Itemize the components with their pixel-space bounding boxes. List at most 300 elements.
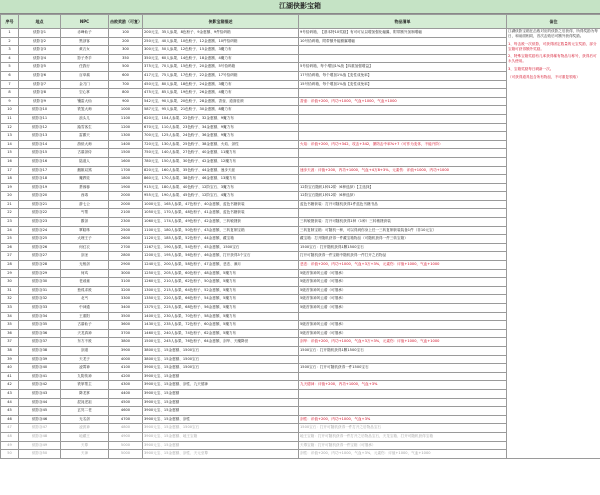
cell-description: 1100元宝、180人参果、50色粉子、43金惠额、三转复制宝箱 [143, 226, 299, 235]
cell-description: 1167元宝、190人参果、54色粉子、45金惠额、1500宝石 [143, 243, 299, 252]
cell-npc: 无相剑 [61, 261, 109, 270]
cell-place: 侠影谷16 [19, 157, 61, 166]
cell-reward: 1300 [109, 132, 143, 141]
cell-index: 46 [1, 415, 19, 424]
header-place: 地点 [19, 15, 61, 29]
cell-description: 820元宝、160人参果、35色粉子、44金惠额、速步天涯 [143, 166, 299, 175]
cell-npc: 雌雄双煞 [61, 166, 109, 175]
cell-index: 29 [1, 269, 19, 278]
cell-place: 侠影谷45 [19, 407, 61, 416]
cell-index: 16 [1, 157, 19, 166]
cell-reward: 350 [109, 54, 143, 63]
note-line: 江湖侠影宝箱在击败对应的侠影之后获得，所得奖励为每日，和前面相同，首次击败后可额外获得奖励。 [508, 29, 598, 38]
cell-items: 17号拾码箱，每个增加1%战【变性成免率】 [299, 71, 507, 80]
cell-items: 三转敏捷套装：打开可随机获得1种（1种）三转敏捷套装 [299, 218, 507, 227]
cell-index: 12 [1, 123, 19, 132]
cell-index: 2 [1, 37, 19, 46]
cell-items: 5级首饰神风云谱（可继承） [299, 329, 507, 338]
cell-description: 3900元宝、15金惠额 [143, 398, 299, 407]
cell-items: 藏宝箱：打开随机获得一件藏宝箱物品（可随机获得一件三转宝箱） [299, 235, 507, 244]
cell-npc: 空心掌 [61, 89, 109, 98]
cell-place: 侠影谷38 [19, 346, 61, 355]
cell-place: 侠影谷48 [19, 432, 61, 441]
cell-reward: 3600 [109, 321, 143, 330]
cell-description: 417元宝、75人参果、17色粉子、22金惠额、17号拾码箱 [143, 71, 299, 80]
cell-place: 侠影谷46 [19, 415, 61, 424]
cell-npc: 游侠大师 [61, 140, 109, 149]
cell-description: 250元宝、40人参果、10色粉子、12金惠额、10件拾码箱 [143, 37, 299, 46]
cell-reward: 4300 [109, 381, 143, 390]
cell-place: 侠影谷47 [19, 424, 61, 433]
cell-items: 12阶宝石随机1种12阶（6种选择）【主选择】 [299, 183, 507, 192]
cell-npc: 古墓仙子 [61, 321, 109, 330]
cell-index: 26 [1, 243, 19, 252]
cell-index: 14 [1, 140, 19, 149]
cell-description: 3900元宝、15金惠额、剑性、九天德神 [143, 381, 299, 390]
cell-reward: 300 [109, 46, 143, 55]
cell-npc: 地藏王 [61, 432, 109, 441]
cell-place: 侠影谷12 [19, 123, 61, 132]
cell-npc: 北丐 [61, 295, 109, 304]
cell-npc: 玄冥二老 [61, 407, 109, 416]
cell-description: 3900元宝、15金惠额、1500宝石 [143, 424, 299, 433]
cell-items: 10号拾码箱，附带额外能额翼增幅 [299, 37, 507, 46]
cell-npc: 陆道人 [61, 157, 109, 166]
header-index: 序号 [1, 15, 19, 29]
cell-npc: 踏雪客生 [61, 123, 109, 132]
cell-items [299, 114, 507, 123]
cell-index: 48 [1, 432, 19, 441]
cell-items [299, 54, 507, 63]
cell-items [299, 389, 507, 398]
cell-items [299, 398, 507, 407]
cell-index: 17 [1, 166, 19, 175]
cell-place: 侠影谷29 [19, 269, 61, 278]
cell-description: 3900元宝、15金惠额 [143, 407, 299, 416]
cell-npc: 游七公 [61, 200, 109, 209]
header-npc: NPC [61, 15, 109, 29]
cell-items: 三转复制宝箱：可随机一种，可以得到你身上任一三转复制套装装备1件（非10元宝） [299, 226, 507, 235]
cell-items [299, 106, 507, 115]
cell-index: 41 [1, 372, 19, 381]
cell-place: 侠影谷7 [19, 80, 61, 89]
cell-description: 3900元宝、15金惠额、1500宝石 [143, 364, 299, 373]
cell-items: 1500宝石：打开随机获得1颗1500宝石 [299, 243, 507, 252]
cell-description: 475元宝、85人参果、19色粉子、26金惠额、4魔力布 [143, 89, 299, 98]
cell-place: 侠影谷8 [19, 89, 61, 98]
cell-description: 1500元宝、245人参果、76色粉子、64金惠额、剑华、天魔降世 [143, 338, 299, 347]
cell-description: 3900元宝、15金惠额、剑性 [143, 415, 299, 424]
cell-reward: 4500 [109, 398, 143, 407]
cell-items: 12阶宝石随机1种12阶（6种选择） [299, 192, 507, 201]
cell-index: 9 [1, 97, 19, 106]
cell-index: 44 [1, 398, 19, 407]
cell-place: 侠影谷5 [19, 63, 61, 72]
cell-npc: 覃皓珠 [61, 226, 109, 235]
cell-reward: 2100 [109, 209, 143, 218]
cell-items: 速步天涯：评值+200，内功+1000，气血+4万8+3%，元素伤：评值+1000，内功+1000 [299, 166, 507, 175]
cell-items: 打开可随机获得一件宝箱中随机获得一件打开之后物品 [299, 252, 507, 261]
cell-place: 侠影谷31 [19, 286, 61, 295]
cell-npc: 天龙真神 [61, 329, 109, 338]
cell-reward: 3700 [109, 329, 143, 338]
cell-place: 侠影谷2 [19, 37, 61, 46]
cell-npc: 凌波神 [61, 424, 109, 433]
cell-description: 1260元宝、210人参果、62色粉子、50金惠额、5魔力布 [143, 278, 299, 287]
cell-reward: 800 [109, 89, 143, 98]
cell-reward: 4900 [109, 432, 143, 441]
cell-description: 3900元宝、15金惠额 [143, 372, 299, 381]
cell-npc: 王重阳 [61, 312, 109, 321]
cell-npc: 黑剑客 [61, 37, 109, 46]
cell-index: 33 [1, 304, 19, 313]
cell-reward: 4000 [109, 355, 143, 364]
cell-index: 39 [1, 355, 19, 364]
cell-items: 剑性：评值+200，内功+1000，气血+3%，元素伤：评值+1000，气血+1000 [299, 450, 507, 459]
cell-reward: 3100 [109, 278, 143, 287]
cell-index: 4 [1, 54, 19, 63]
cell-description: 375元宝、70人参果、15色粉子、20金惠额、5号拾码箱 [143, 63, 299, 72]
cell-reward: 1700 [109, 166, 143, 175]
cell-npc: 东方不败 [61, 338, 109, 347]
sheet-title: 江湖侠影宝箱 [0, 0, 600, 14]
cell-description: 1250元宝、205人参果、60色粉子、48金惠额、5魔力布 [143, 269, 299, 278]
cell-index: 28 [1, 261, 19, 270]
cell-place: 侠影谷39 [19, 355, 61, 364]
cell-npc: 黄衣女 [61, 46, 109, 55]
cell-place: 侠影谷15 [19, 149, 61, 158]
cell-place: 侠影谷27 [19, 252, 61, 261]
cell-items [299, 372, 507, 381]
cell-reward: 700 [109, 80, 143, 89]
cell-npc: 丐帮 [61, 209, 109, 218]
cell-index: 11 [1, 114, 19, 123]
cell-npc: 赤峰仙子 [61, 29, 109, 38]
cell-npc: 剑道 [61, 346, 109, 355]
cell-description: 3900元宝、15金惠额、地王宝箱 [143, 432, 299, 441]
cell-index: 7 [1, 80, 19, 89]
cell-index: 42 [1, 381, 19, 390]
cell-npc: 混沌老祖 [61, 398, 109, 407]
cell-place: 侠影谷28 [19, 261, 61, 270]
cell-npc: 何鸡 [61, 269, 109, 278]
cell-reward: 2900 [109, 261, 143, 270]
cell-description: 700元宝、125人参果、24色粉子、36金惠额、9魔力布 [143, 132, 299, 141]
cell-npc: 凌霄神 [61, 364, 109, 373]
cell-npc: 大理王子 [61, 235, 109, 244]
cell-place: 侠影谷33 [19, 304, 61, 313]
cell-description: 350元宝、60人参果、14色粉子、18金惠额、4魔力布 [143, 54, 299, 63]
note-line: 2、特殊宝箱奖励有几率获得稀有物品与称号，获得后可永久使用。 [508, 54, 597, 64]
cell-place: 侠影谷19 [19, 183, 61, 192]
cell-reward: 1900 [109, 183, 143, 192]
cell-npc: 萧蓉蓉 [61, 183, 109, 192]
cell-place: 侠影谷11 [19, 114, 61, 123]
cell-items [299, 175, 507, 184]
cell-index: 37 [1, 338, 19, 347]
cell-npc: 任我行 [61, 63, 109, 72]
cell-place: 侠影谷42 [19, 381, 61, 390]
cell-description: 3800元宝、15金惠额、1500宝石 [143, 346, 299, 355]
cell-index: 31 [1, 286, 19, 295]
cell-reward: 2300 [109, 218, 143, 227]
cell-items: 15号拾码箱，每个增加1%战【变性成免率】 [299, 80, 507, 89]
cell-index: 15 [1, 149, 19, 158]
cell-reward: 4800 [109, 424, 143, 433]
cell-description: 3900元宝、15金惠额 [143, 389, 299, 398]
cell-npc: 独孤求败 [61, 286, 109, 295]
cell-reward: 900 [109, 97, 143, 106]
cell-npc: 古墓剑侍 [61, 149, 109, 158]
cell-reward: 100 [109, 29, 143, 38]
cell-reward: 1200 [109, 123, 143, 132]
cell-place: 侠影谷4 [19, 54, 61, 63]
cell-npc: 铁掌帮主 [61, 381, 109, 390]
cell-description: 1350元宝、220人参果、66色粉子、54金惠额、5魔力布 [143, 295, 299, 304]
cell-reward: 3400 [109, 304, 143, 313]
cell-index: 24 [1, 226, 19, 235]
cell-place: 侠影谷17 [19, 166, 61, 175]
cell-items [299, 407, 507, 416]
cell-npc: 西毒 [61, 192, 109, 201]
cell-description: 720元宝、130人参果、25色粉子、38金惠额、火焰、剑性 [143, 140, 299, 149]
cell-items: 剑性：评值+200，内功+1000，气血+3% [299, 415, 507, 424]
cell-description: 3900元宝、15金惠额 [143, 441, 299, 450]
cell-reward: 3900 [109, 346, 143, 355]
cell-reward: 2800 [109, 252, 143, 261]
cell-npc: 九阴传神 [61, 372, 109, 381]
cell-index: 23 [1, 218, 19, 227]
cell-items: 5级首饰神风云谱（可继承） [299, 304, 507, 313]
cell-index: 20 [1, 192, 19, 201]
cell-place: 侠影谷22 [19, 209, 61, 218]
cell-reward: 4200 [109, 372, 143, 381]
cell-npc: 铁笼大师 [61, 106, 109, 115]
cell-items: 1500宝石：打开可随机获得一件1500宝石 [299, 364, 507, 373]
cell-place: 侠影谷1 [19, 29, 61, 38]
cell-index: 35 [1, 321, 19, 330]
cell-items [299, 123, 507, 132]
cell-place: 侠影谷3 [19, 46, 61, 55]
cell-items [299, 209, 507, 218]
cell-place: 侠影谷43 [19, 389, 61, 398]
cell-description: 1400元宝、230人参果、70色粉子、58金惠额、5魔力布 [143, 312, 299, 321]
cell-items: 火焰：评值+200，内功+342，攻击+342，暴防击中率%+7（可作为变体，不能升阶） [299, 140, 507, 149]
cell-items: 9号拾码箱，【基本特10奖励】有可可从以增加强化幅翼，附带额外加制增幅 [299, 29, 507, 38]
cell-reward: 2000 [109, 200, 143, 209]
cell-place: 侠影谷24 [19, 226, 61, 235]
cell-description: 915元宝、180人参果、40色粉子、12阶宝石、3魔力布 [143, 183, 299, 192]
cell-index: 10 [1, 106, 19, 115]
cell-items: 天尊宝箱：打开可随机获得一件宝箱（可继承） [299, 441, 507, 450]
cell-items: 1500宝石：打开可随机获得一件打开之后物品宝石 [299, 424, 507, 433]
cell-items: 5级首饰神风云谱（可继承） [299, 321, 507, 330]
header-reward: 击败奖励（可复） [109, 15, 143, 29]
cell-npc: 剑圣 [61, 252, 109, 261]
cell-place: 侠影谷37 [19, 338, 61, 347]
cell-place: 侠影谷40 [19, 364, 61, 373]
cell-place: 侠影谷6 [19, 71, 61, 80]
cell-items: 蓝色书籍套装：打开可随机获得1件蓝色书籍书品 [299, 200, 507, 209]
cell-description: 670元宝、110人参果、23色粉子、34金惠额、9魔力布 [143, 123, 299, 132]
cell-index: 6 [1, 71, 19, 80]
cell-reward: 1100 [109, 114, 143, 123]
cell-items [299, 157, 507, 166]
cell-index: 3 [1, 46, 19, 55]
cell-reward: 600 [109, 71, 143, 80]
cell-items [299, 355, 507, 364]
cell-npc: 天神 [61, 450, 109, 459]
cell-description: 542元宝、90人参果、20色粉子、28金惠额、香壶、道面佳颜 [143, 97, 299, 106]
cell-place: 侠影谷18 [19, 175, 61, 184]
cell-index: 43 [1, 389, 19, 398]
cell-description: 1300元宝、215人参果、64色粉子、52金惠额、5魔力布 [143, 286, 299, 295]
cell-description: 1060元宝、174人参果、49色粉子、42金惠额、三转敏捷套 [143, 218, 299, 227]
cell-description: 3900元宝、15金惠额、剑性、天元至尊 [143, 450, 299, 459]
cell-npc: 中神通 [61, 304, 109, 313]
cell-description: 1000元宝、165人参果、47色粉子、40金惠额、蓝色书籍套装 [143, 200, 299, 209]
cell-index: 49 [1, 441, 19, 450]
cell-place: 侠影谷44 [19, 398, 61, 407]
note-line: 3、宝箱奖励每日刷新一次。 [508, 67, 554, 72]
notes-cell [507, 29, 600, 459]
cell-index: 18 [1, 175, 19, 184]
cell-reward: 200 [109, 37, 143, 46]
cell-description: 1460元宝、240人参果、74色粉子、62金惠额、5魔力布 [143, 329, 299, 338]
cell-items [299, 312, 507, 321]
cell-place: 侠影谷50 [19, 450, 61, 459]
cell-index: 34 [1, 312, 19, 321]
cell-index: 47 [1, 424, 19, 433]
cell-index: 38 [1, 346, 19, 355]
cell-npc: 镶雷大仙 [61, 97, 109, 106]
cell-description: 1240元宝、200人参果、58色粉子、47金惠额、悲恋、满月 [143, 261, 299, 270]
cell-index: 21 [1, 200, 19, 209]
note-line: （可获得道具包含所有物品，不可重复领取） [508, 74, 580, 79]
cell-reward: 4700 [109, 415, 143, 424]
cell-index: 8 [1, 89, 19, 98]
header-items: 物品清单 [299, 15, 507, 29]
cell-index: 25 [1, 235, 19, 244]
cell-reward: 1800 [109, 175, 143, 184]
cell-reward: 4100 [109, 364, 143, 373]
cell-description: 1120元宝、185人参果、52色粉子、44金惠额、藏宝箱 [143, 235, 299, 244]
cell-npc: 影子杀手 [61, 54, 109, 63]
cell-items: 5级首饰神风云谱（可继承） [299, 295, 507, 304]
cell-npc: 魔教徒 [61, 175, 109, 184]
treasure-table [0, 14, 600, 459]
cell-place: 侠影谷35 [19, 321, 61, 330]
cell-index: 40 [1, 364, 19, 373]
cell-npc: 金刀门 [61, 80, 109, 89]
cell-items: 5级首饰神风云谱（可继承） [299, 269, 507, 278]
cell-reward: 2000 [109, 192, 143, 201]
cell-index: 45 [1, 407, 19, 416]
cell-index: 1 [1, 29, 19, 38]
cell-place: 侠影谷14 [19, 140, 61, 149]
cell-place: 侠影谷34 [19, 312, 61, 321]
cell-reward: 1400 [109, 140, 143, 149]
cell-reward: 2500 [109, 226, 143, 235]
cell-reward: 3200 [109, 286, 143, 295]
cell-reward: 4600 [109, 407, 143, 416]
cell-reward: 3800 [109, 338, 143, 347]
cell-description: 1200元宝、195人参果、56色粉子、46金惠额、打开获得3个宝石 [143, 252, 299, 261]
cell-reward: 500 [109, 63, 143, 72]
cell-items: 九天德神：评值+200，内功+1000，气血+3% [299, 381, 507, 390]
cell-place: 侠影谷32 [19, 295, 61, 304]
cell-items: 5号拾码箱，每个增加1%战【四重加强增益】 [299, 63, 507, 72]
cell-reward: 1500 [109, 149, 143, 158]
cell-reward: 4400 [109, 389, 143, 398]
cell-place: 侠影谷10 [19, 106, 61, 115]
cell-description: 300元宝、50人参果、12色粉子、15金惠额、3魔力布 [143, 46, 299, 55]
cell-description: 587元宝、95人参果、21色粉子、30金惠额、8魔力布 [143, 106, 299, 115]
cell-items: 5级首饰神风云谱（可继承） [299, 286, 507, 295]
cell-description: 1430元宝、235人参果、72色粉子、60金惠额、5魔力布 [143, 321, 299, 330]
cell-description: 1050元宝、170人参果、48色粉子、41金惠额、蓝色书籍套装 [143, 209, 299, 218]
cell-items: 地王宝箱：打开可随机获得一件打开之后物品宝石，天龙宝箱、打开可随机获得宝箱 [299, 432, 507, 441]
cell-items: 香壶：评值+200，内功+1000，气血+1000，气血+1000 [299, 97, 507, 106]
cell-reward: 2700 [109, 243, 143, 252]
cell-index: 50 [1, 450, 19, 459]
cell-reward: 3000 [109, 269, 143, 278]
cell-place: 侠影谷49 [19, 441, 61, 450]
cell-reward: 3300 [109, 295, 143, 304]
cell-npc: 天龙子 [61, 355, 109, 364]
cell-place: 侠影谷26 [19, 243, 61, 252]
cell-npc: 天尊 [61, 441, 109, 450]
cell-place: 侠影谷21 [19, 200, 61, 209]
cell-reward: 1000 [109, 106, 143, 115]
cell-index: 13 [1, 132, 19, 141]
cell-items: 悲恋：评值+200，内功+1000，气血+3万+3%，元素伤：评值+1000，气血+1000 [299, 261, 507, 270]
cell-items [299, 132, 507, 141]
cell-index: 27 [1, 252, 19, 261]
cell-description: 860元宝、170人参果、38色粉子、46金惠额、13魔力布 [143, 175, 299, 184]
cell-index: 19 [1, 183, 19, 192]
cell-description: 620元宝、104人参果、22色粉子、32金惠额、9魔力布 [143, 114, 299, 123]
cell-description: 200元宝、35人参果、8色粉子、9金惠额、9件拾码箱 [143, 29, 299, 38]
cell-items [299, 89, 507, 98]
cell-place: 侠影谷41 [19, 372, 61, 381]
cell-reward: 5000 [109, 441, 143, 450]
table-row [1, 29, 600, 38]
cell-npc: 百草翁 [61, 71, 109, 80]
cell-npc: 老顽童 [61, 278, 109, 287]
cell-place: 侠影谷30 [19, 278, 61, 287]
cell-items: 1500宝石：打开随机获得1颗1500宝石 [299, 346, 507, 355]
cell-description: 750元宝、140人参果、27色粉子、40金惠额、11魔力布 [143, 149, 299, 158]
cell-reward: 2600 [109, 235, 143, 244]
cell-reward: 5000 [109, 450, 143, 459]
cell-place: 侠影谷36 [19, 329, 61, 338]
cell-npc: 何红衣 [61, 243, 109, 252]
cell-place: 侠影谷25 [19, 235, 61, 244]
cell-items [299, 46, 507, 55]
cell-npc: 降龙掌 [61, 389, 109, 398]
note-line: 1、每击败一次侠影，可获得固定数量的元宝奖励，部分宝箱可获得额外奖励。 [508, 41, 597, 51]
cell-place: 侠影谷20 [19, 192, 61, 201]
cell-description: 1375元宝、225人参果、68色粉子、56金惠额、5魔力布 [143, 304, 299, 313]
cell-description: 3800元宝、15金惠额、1500宝石 [143, 355, 299, 364]
cell-items: 剑华：评值+200，内功+1000，气血+3万+3%，元素伤：评值+1000，气血+1000 [299, 338, 507, 347]
cell-description: 450元宝、80人参果、18色粉子、24金惠额、3魔力布 [143, 80, 299, 89]
cell-place: 侠影谷23 [19, 218, 61, 227]
cell-place: 侠影谷13 [19, 132, 61, 141]
cell-npc: 无名剑 [61, 415, 109, 424]
cell-place: 侠影谷9 [19, 97, 61, 106]
